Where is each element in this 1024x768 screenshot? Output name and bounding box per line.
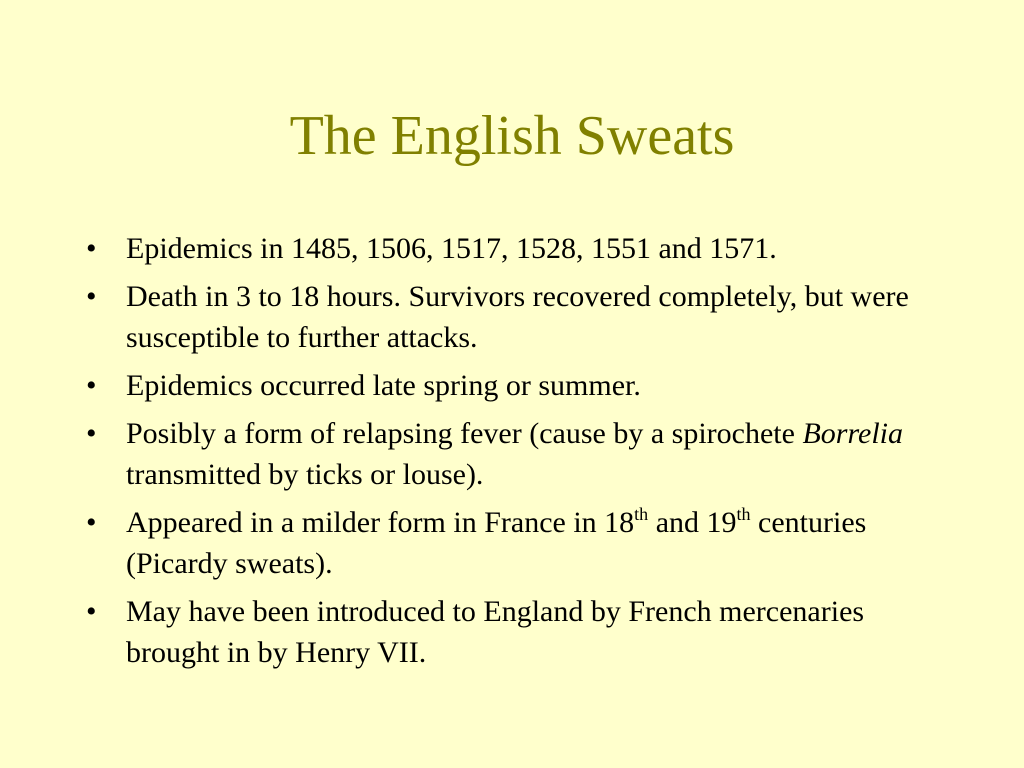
bullet-item	[86, 413, 926, 495]
bullet-text-part-2: and 19	[648, 506, 737, 539]
bullet-item	[86, 591, 926, 673]
bullet-icon: •	[86, 595, 97, 628]
bullet-item	[86, 365, 926, 406]
bullet-item	[86, 502, 926, 584]
bullet-item	[86, 228, 926, 269]
superscript-th-2: th	[736, 504, 751, 524]
bullet-text-end: transmitted by ticks or louse).	[126, 458, 484, 491]
bullet-text-start: Posibly a form of relapsing fever (cause by a spirochete	[126, 417, 803, 450]
bullet-icon: •	[86, 417, 97, 450]
bullet-icon: •	[86, 232, 97, 265]
italic-genus-name: Borrelia	[802, 417, 903, 450]
superscript-th-1: th	[634, 504, 649, 524]
bullet-item	[86, 276, 926, 358]
bullet-text-part-1: Appeared in a milder form in France in 18	[126, 506, 635, 539]
bullet-text-part-3: centuries (Picardy sweats).	[126, 506, 867, 580]
bullet-text: Death in 3 to 18 hours. Survivors recovered completely, but were susceptible to further attacks.	[126, 280, 909, 354]
bullet-text: Epidemics in 1485, 1506, 1517, 1528, 1551 and 1571.	[126, 232, 777, 265]
bullet-list	[86, 228, 926, 680]
bullet-text: Epidemics occurred late spring or summer.	[126, 369, 641, 402]
slide-title: The English Sweats	[289, 105, 735, 167]
bullet-icon: •	[86, 280, 97, 313]
bullet-text: May have been introduced to England by French mercenaries brought in by Henry VII.	[126, 595, 865, 669]
bullet-icon: •	[86, 506, 97, 539]
bullet-icon: •	[86, 369, 97, 402]
